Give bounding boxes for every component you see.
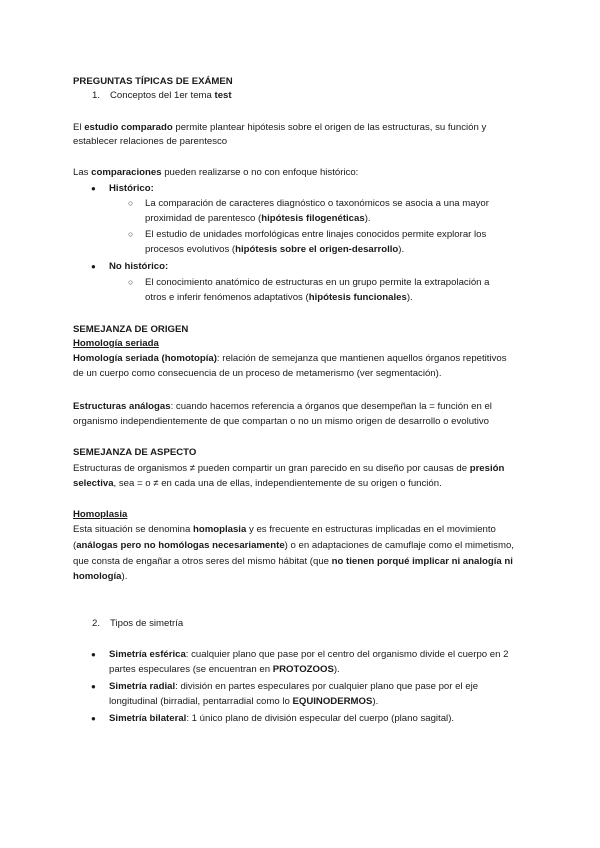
paragraph-line: selectiva, sea = o ≠ en cada una de ellas, independientemente de su origen o función. <box>73 478 442 489</box>
list-item: proximidad de parentesco (hipótesis filogenéticas). <box>145 213 371 224</box>
list-item: longitudinal (birradial, pentarradial como lo EQUINODERMOS). <box>109 696 379 707</box>
list-item: El conocimiento anatómico de estructuras en un grupo permite la extrapolación a <box>145 277 490 288</box>
list-item: partes especulares (se encuentran en PROTOZOOS). <box>109 664 340 675</box>
circle-bullet-icon: ○ <box>128 229 134 239</box>
circle-bullet-icon: ○ <box>128 277 134 287</box>
paragraph-line: establecer relaciones de parentesco <box>73 136 228 147</box>
bullet-icon: ● <box>91 650 96 659</box>
section-1-heading: Conceptos del 1er tema test <box>110 90 232 101</box>
subheading: Homología seriada <box>73 338 159 349</box>
list-item: Simetría bilateral: 1 único plano de división especular del cuerpo (plano sagital). <box>109 713 455 724</box>
circle-bullet-icon: ○ <box>128 198 134 208</box>
list-item: Simetría radial: división en partes especulares por cualquier plano que pase por el eje <box>109 681 479 692</box>
bullet-icon: ● <box>91 714 96 723</box>
section-heading: SEMEJANZA DE ASPECTO <box>73 447 197 458</box>
paragraph-line: que consta de engañar a otros seres del mismo hábitat (que no tienen porqué implicar ni analogía ni <box>73 556 513 567</box>
paragraph-line: El estudio comparado permite plantear hipótesis sobre el origen de las estructuras, su función y <box>73 122 487 133</box>
paragraph-line: de un cuerpo como consecuencia de un proceso de metamerismo (ver segmentación). <box>73 368 442 379</box>
list-item: Simetría esférica: cualquier plano que pase por el centro del organismo divide el cuerpo en 2 <box>109 649 509 660</box>
list-item: otros e inferir fenómenos adaptativos (hipótesis funcionales). <box>145 292 413 303</box>
paragraph-line: Las comparaciones pueden realizarse o no con enfoque histórico: <box>73 167 359 178</box>
bullet-icon: ● <box>91 262 96 271</box>
list-item: La comparación de caracteres diagnóstico o taxonómicos se asocia a una mayor <box>145 198 489 209</box>
paragraph-line: homología). <box>73 571 128 582</box>
list-item: El estudio de unidades morfológicas entre linajes conocidos permite explorar los <box>145 229 487 240</box>
paragraph-line: Estructuras de organismos ≠ pueden compartir un gran parecido en su diseño por causas de presión <box>73 463 505 474</box>
bullet-icon: ● <box>91 184 96 193</box>
paragraph-line: (análogas pero no homólogas necesariamente) o en adaptaciones de camuflaje como el mimetismo, <box>73 540 514 551</box>
section-2-number: 2. <box>92 618 101 629</box>
paragraph-line: Estructuras análogas: cuando hacemos referencia a órganos que desempeñan la = función en el <box>73 401 492 412</box>
paragraph-line: Homología seriada (homotopía): relación de semejanza que mantienen aquellos órganos repetitivos <box>73 353 507 364</box>
list-item-label: No histórico: <box>109 261 169 272</box>
paragraph-line: organismo independientemente de que compartan o no un mismo origen de desarrollo o evolutivo <box>73 416 489 427</box>
list-item-label: Histórico: <box>109 183 154 194</box>
paragraph-line: Esta situación se denomina homoplasia y es frecuente en estructuras implicadas en el movimiento <box>73 524 496 535</box>
page-title: PREGUNTAS TÍPICAS DE EXÁMEN <box>73 76 233 87</box>
section-heading: SEMEJANZA DE ORIGEN <box>73 324 189 335</box>
bullet-icon: ● <box>91 682 96 691</box>
section-1-number: 1. <box>92 90 101 101</box>
list-item: procesos evolutivos (hipótesis sobre el origen-desarrollo). <box>145 244 405 255</box>
subheading: Homoplasia <box>73 509 128 520</box>
section-2-heading: Tipos de simetría <box>110 618 184 629</box>
